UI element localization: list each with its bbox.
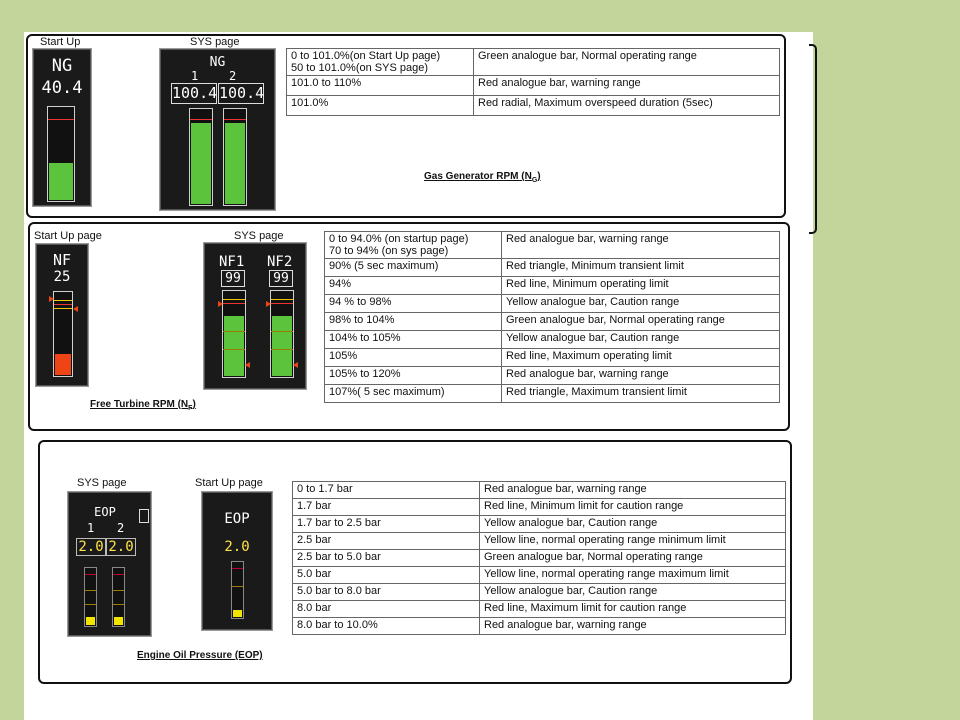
ng-table-row	[287, 49, 780, 76]
eop-table-row	[293, 618, 786, 635]
nf-sys-1-fill	[224, 316, 244, 376]
eop-meaning-cell: Yellow analogue bar, Caution range	[480, 516, 786, 533]
eop-sys-1-line-c	[85, 604, 96, 605]
eop-sys-1-line-b	[85, 590, 96, 591]
ng-startup-display	[33, 49, 91, 206]
eop-range-cell: 5.0 bar to 8.0 bar	[293, 584, 480, 601]
eop-sys-caption: SYS page	[77, 477, 127, 489]
nf-startup-value: 25	[53, 269, 71, 285]
nf-sys-triangle-1	[218, 301, 223, 307]
ng-sys-bar-2	[223, 108, 247, 206]
eop-sys-value-1: 2.0	[76, 538, 106, 556]
nf-sys-triangle-4	[293, 362, 298, 368]
eop-range-cell: 8.0 bar	[293, 601, 480, 618]
nf-table-row	[325, 367, 780, 385]
nf-startup-display	[36, 244, 88, 386]
nf-range-cell: 94%	[325, 277, 502, 295]
nf-sys-caption: SYS page	[234, 230, 284, 242]
eop-sys-1-line-a	[85, 574, 96, 575]
nf-meaning-cell: Red line, Minimum operating limit	[502, 277, 780, 295]
ng-meaning-cell: Red radial, Maximum overspeed duration (5sec)	[474, 96, 780, 116]
nf-range-cell: 107%( 5 sec maximum)	[325, 385, 502, 403]
nf-startup-line-3	[54, 308, 72, 309]
nf-range-cell: 105%	[325, 349, 502, 367]
nf-sys-triangle-2	[266, 301, 271, 307]
ng-range-cell: 0 to 101.0%(on Start Up page) 50 to 101.0%(on SYS page)	[287, 49, 474, 76]
nf-table-row	[325, 277, 780, 295]
ng-startup-fill	[49, 163, 73, 200]
ng-sys-redline-1	[190, 119, 212, 120]
nf-meaning-cell: Red triangle, Minimum transient limit	[502, 259, 780, 277]
eop-meaning-cell: Red analogue bar, warning range	[480, 618, 786, 635]
ng-sys-bar-1	[189, 108, 213, 206]
nf-sys-label-1: NF1	[219, 254, 245, 270]
side-bracket	[809, 44, 817, 234]
nf-range-cell: 90% (5 sec maximum)	[325, 259, 502, 277]
nf-range-cell: 94 % to 98%	[325, 295, 502, 313]
ng-sys-index-1: 1	[191, 69, 199, 83]
nf-table-row	[325, 259, 780, 277]
nf-sys-1-line-c	[223, 331, 245, 332]
nf-startup-triangle-upper	[49, 296, 54, 302]
nf-meaning-cell: Yellow analogue bar, Caution range	[502, 331, 780, 349]
nf-sys-1-line-a	[223, 299, 245, 300]
nf-table-row	[325, 385, 780, 403]
eop-sys-stub	[139, 509, 149, 523]
ng-sys-label: NG	[209, 55, 226, 70]
nf-range-cell: 98% to 104%	[325, 313, 502, 331]
ng-section-title: Gas Generator RPM $(N_G)$	[424, 171, 541, 184]
ng-sys-redline-2	[224, 119, 246, 120]
eop-sys-2-line-c	[113, 604, 124, 605]
ng-meaning-cell: Green analogue bar, Normal operating range	[474, 49, 780, 76]
nf-range-cell: 104% to 105%	[325, 331, 502, 349]
nf-sys-bar-1	[222, 290, 246, 378]
eop-sys-value-2: 2.0	[106, 538, 136, 556]
eop-startup-label: EOP	[224, 511, 250, 527]
eop-range-cell: 5.0 bar	[293, 567, 480, 584]
ng-sys-caption: SYS page	[190, 36, 240, 48]
nf-startup-bar	[53, 291, 73, 377]
eop-startup-display	[202, 492, 272, 630]
nf-sys-2-line-b	[271, 303, 293, 304]
eop-range-cell: 1.7 bar	[293, 499, 480, 516]
eop-spec-table	[292, 481, 786, 635]
eop-table-row	[293, 584, 786, 601]
nf-sys-2-line-a	[271, 299, 293, 300]
nf-meaning-cell: Red analogue bar, warning range	[502, 232, 780, 259]
eop-meaning-cell: Green analogue bar, Normal operating range	[480, 550, 786, 567]
ng-sys-value-1: 100.4	[172, 84, 218, 102]
nf-startup-label: NF	[52, 251, 72, 269]
ng-startup-caption: Start Up	[40, 36, 81, 48]
eop-meaning-cell: Red line, Maximum limit for caution range	[480, 601, 786, 618]
nf-meaning-cell: Green analogue bar, Normal operating range	[502, 313, 780, 331]
eop-table-row	[293, 567, 786, 584]
eop-sys-index-2: 2	[117, 521, 125, 535]
nf-meaning-cell: Red line, Maximum operating limit	[502, 349, 780, 367]
ng-startup-bar	[47, 106, 75, 202]
nf-sys-value-1: 99	[221, 270, 245, 287]
eop-meaning-cell: Yellow line, normal operating range minimum limit	[480, 533, 786, 550]
nf-meaning-cell: Red triangle, Maximum transient limit	[502, 385, 780, 403]
ng-range-cell: 101.0%	[287, 96, 474, 116]
nf-startup-line-1	[54, 300, 72, 301]
eop-startup-value: 2.0	[224, 539, 250, 555]
eop-table-row	[293, 482, 786, 499]
ng-range-cell: 101.0 to 110%	[287, 76, 474, 96]
ng-startup-label: NG	[51, 56, 73, 76]
nf-sys-1-line-d	[223, 349, 245, 350]
eop-sys-1-fill	[86, 617, 95, 625]
eop-sys-2-fill	[114, 617, 123, 625]
nf-spec-table	[324, 231, 780, 403]
nf-section-title: Free Turbine RPM $(N_F)$	[90, 399, 196, 412]
ng-startup-value: 40.4	[41, 78, 83, 98]
eop-sys-2-line-a	[113, 574, 124, 575]
eop-sys-index-1: 1	[87, 521, 95, 535]
nf-startup-caption: Start Up page	[34, 230, 102, 242]
nf-sys-2-line-c	[271, 331, 293, 332]
eop-sys-display	[68, 492, 151, 636]
nf-sys-2-line-d	[271, 349, 293, 350]
eop-table-row	[293, 550, 786, 567]
ng-startup-redline	[48, 119, 74, 120]
ng-sys-display	[160, 49, 275, 210]
eop-meaning-cell: Red line, Minimum limit for caution range	[480, 499, 786, 516]
eop-meaning-cell: Yellow line, normal operating range maximum limit	[480, 567, 786, 584]
eop-range-cell: 2.5 bar	[293, 533, 480, 550]
ng-sys-index-2: 2	[229, 69, 237, 83]
nf-sys-triangle-3	[245, 362, 250, 368]
eop-startup-line-a	[232, 568, 243, 569]
eop-meaning-cell: Red analogue bar, warning range	[480, 482, 786, 499]
eop-table-row	[293, 601, 786, 618]
nf-table-row	[325, 331, 780, 349]
eop-sys-bar-2	[112, 567, 125, 627]
eop-table-row	[293, 499, 786, 516]
nf-sys-1-line-b	[223, 303, 245, 304]
eop-section-title: Engine Oil Pressure (EOP)	[137, 650, 263, 661]
ng-spec-table	[286, 48, 780, 116]
nf-sys-value-2: 99	[269, 270, 293, 287]
nf-sys-label-2: NF2	[267, 254, 293, 270]
ng-table-row	[287, 76, 780, 96]
nf-meaning-cell: Red analogue bar, warning range	[502, 367, 780, 385]
eop-startup-fill	[233, 610, 242, 617]
eop-startup-line-b	[232, 586, 243, 587]
nf-range-cell: 105% to 120%	[325, 367, 502, 385]
eop-meaning-cell: Yellow analogue bar, Caution range	[480, 584, 786, 601]
nf-startup-fill	[55, 354, 71, 375]
nf-range-cell: 0 to 94.0% (on startup page) 70 to 94% (on sys page)	[325, 232, 502, 259]
nf-sys-bar-2	[270, 290, 294, 378]
eop-sys-label: EOP	[94, 505, 116, 519]
nf-table-row	[325, 349, 780, 367]
ng-sys-value-2: 100.4	[219, 84, 265, 102]
eop-sys-bar-1	[84, 567, 97, 627]
eop-range-cell: 1.7 bar to 2.5 bar	[293, 516, 480, 533]
nf-startup-triangle-lower	[73, 306, 78, 312]
eop-table-row	[293, 516, 786, 533]
nf-startup-line-2	[54, 304, 72, 305]
eop-range-cell: 2.5 bar to 5.0 bar	[293, 550, 480, 567]
ng-table-row	[287, 96, 780, 116]
nf-sys-2-fill	[272, 316, 292, 376]
nf-table-row	[325, 295, 780, 313]
eop-range-cell: 0 to 1.7 bar	[293, 482, 480, 499]
ng-sys-fill-1	[191, 123, 211, 204]
eop-sys-2-line-b	[113, 590, 124, 591]
nf-meaning-cell: Yellow analogue bar, Caution range	[502, 295, 780, 313]
ng-sys-fill-2	[225, 123, 245, 204]
nf-table-row	[325, 232, 780, 259]
nf-table-row	[325, 313, 780, 331]
eop-startup-bar	[231, 561, 244, 619]
ng-meaning-cell: Red analogue bar, warning range	[474, 76, 780, 96]
eop-range-cell: 8.0 bar to 10.0%	[293, 618, 480, 635]
nf-sys-display	[204, 243, 306, 389]
eop-startup-caption: Start Up page	[195, 477, 263, 489]
eop-table-row	[293, 533, 786, 550]
